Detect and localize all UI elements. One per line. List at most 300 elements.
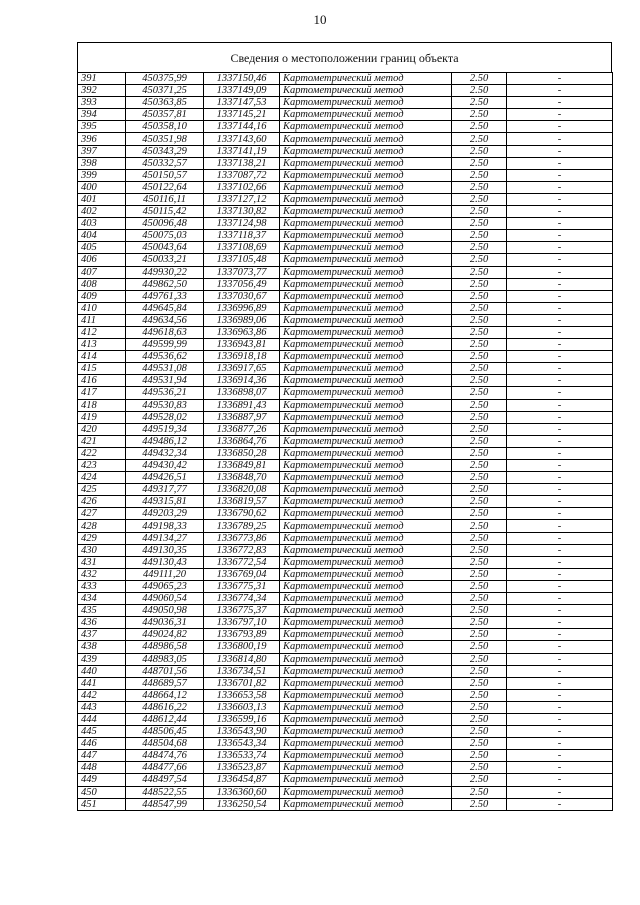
description-cell: - [507, 314, 613, 326]
table-row [78, 326, 613, 338]
table-row [78, 556, 613, 568]
method-cell: Картометрический метод [280, 496, 452, 508]
y-coordinate: 1336887,97 [204, 411, 280, 423]
point-number: 398 [78, 157, 126, 169]
table-row [78, 798, 613, 810]
x-coordinate: 450075,03 [126, 230, 204, 242]
table-row [78, 411, 613, 423]
method-cell: Картометрический метод [280, 181, 452, 193]
description-cell: - [507, 254, 613, 266]
point-number: 416 [78, 375, 126, 387]
y-coordinate: 1336797,10 [204, 617, 280, 629]
y-coordinate: 1336914,36 [204, 375, 280, 387]
x-coordinate: 449432,34 [126, 447, 204, 459]
table-row [78, 580, 613, 592]
x-coordinate: 448983,05 [126, 653, 204, 665]
x-coordinate: 449111,20 [126, 568, 204, 580]
point-number: 429 [78, 532, 126, 544]
x-coordinate: 448477,66 [126, 762, 204, 774]
point-number: 442 [78, 689, 126, 701]
y-coordinate: 1336543,34 [204, 738, 280, 750]
method-cell: Картометрический метод [280, 653, 452, 665]
precision-cell: 2.50 [452, 278, 507, 290]
description-cell: - [507, 472, 613, 484]
precision-cell: 2.50 [452, 230, 507, 242]
y-coordinate: 1337143,60 [204, 133, 280, 145]
precision-cell: 2.50 [452, 435, 507, 447]
x-coordinate: 449065,23 [126, 580, 204, 592]
method-cell: Картометрический метод [280, 484, 452, 496]
table-row [78, 399, 613, 411]
method-cell: Картометрический метод [280, 145, 452, 157]
description-cell: - [507, 266, 613, 278]
description-cell: - [507, 544, 613, 556]
point-number: 393 [78, 97, 126, 109]
point-number: 446 [78, 738, 126, 750]
precision-cell: 2.50 [452, 508, 507, 520]
table-row [78, 677, 613, 689]
table-row [78, 447, 613, 459]
x-coordinate: 449426,51 [126, 472, 204, 484]
precision-cell: 2.50 [452, 593, 507, 605]
x-coordinate: 448612,44 [126, 713, 204, 725]
method-cell: Картометрический метод [280, 629, 452, 641]
x-coordinate: 448664,12 [126, 689, 204, 701]
table-row [78, 242, 613, 254]
x-coordinate: 449531,94 [126, 375, 204, 387]
table-row [78, 85, 613, 97]
table-row [78, 254, 613, 266]
table-row [78, 726, 613, 738]
y-coordinate: 1337073,77 [204, 266, 280, 278]
x-coordinate: 450375,99 [126, 73, 204, 85]
point-number: 425 [78, 484, 126, 496]
x-coordinate: 448506,45 [126, 726, 204, 738]
method-cell: Картометрический метод [280, 411, 452, 423]
y-coordinate: 1337141,19 [204, 145, 280, 157]
y-coordinate: 1336864,76 [204, 435, 280, 447]
point-number: 441 [78, 677, 126, 689]
x-coordinate: 448986,58 [126, 641, 204, 653]
method-cell: Картометрический метод [280, 278, 452, 290]
x-coordinate: 450115,42 [126, 206, 204, 218]
table-row [78, 133, 613, 145]
point-number: 439 [78, 653, 126, 665]
precision-cell: 2.50 [452, 97, 507, 109]
table-row [78, 593, 613, 605]
point-number: 406 [78, 254, 126, 266]
method-cell: Картометрический метод [280, 774, 452, 786]
method-cell: Картометрический метод [280, 218, 452, 230]
precision-cell: 2.50 [452, 133, 507, 145]
table-row [78, 653, 613, 665]
description-cell: - [507, 206, 613, 218]
precision-cell: 2.50 [452, 460, 507, 472]
description-cell: - [507, 169, 613, 181]
precision-cell: 2.50 [452, 544, 507, 556]
description-cell: - [507, 496, 613, 508]
method-cell: Картометрический метод [280, 798, 452, 810]
point-number: 451 [78, 798, 126, 810]
table-row [78, 351, 613, 363]
x-coordinate: 449134,27 [126, 532, 204, 544]
precision-cell: 2.50 [452, 314, 507, 326]
point-number: 431 [78, 556, 126, 568]
method-cell: Картометрический метод [280, 544, 452, 556]
y-coordinate: 1336877,26 [204, 423, 280, 435]
precision-cell: 2.50 [452, 726, 507, 738]
y-coordinate: 1336734,51 [204, 665, 280, 677]
y-coordinate: 1336603,13 [204, 701, 280, 713]
method-cell: Картометрический метод [280, 339, 452, 351]
y-coordinate: 1336848,70 [204, 472, 280, 484]
point-number: 401 [78, 193, 126, 205]
y-coordinate: 1336819,57 [204, 496, 280, 508]
x-coordinate: 449530,83 [126, 399, 204, 411]
x-coordinate: 449634,56 [126, 314, 204, 326]
precision-cell: 2.50 [452, 169, 507, 181]
y-coordinate: 1337056,49 [204, 278, 280, 290]
table-row [78, 363, 613, 375]
description-cell: - [507, 73, 613, 85]
x-coordinate: 449060,54 [126, 593, 204, 605]
point-number: 436 [78, 617, 126, 629]
x-coordinate: 450351,98 [126, 133, 204, 145]
method-cell: Картометрический метод [280, 290, 452, 302]
precision-cell: 2.50 [452, 774, 507, 786]
table-row [78, 302, 613, 314]
table-row [78, 641, 613, 653]
precision-cell: 2.50 [452, 798, 507, 810]
y-coordinate: 1336918,18 [204, 351, 280, 363]
point-number: 411 [78, 314, 126, 326]
method-cell: Картометрический метод [280, 399, 452, 411]
precision-cell: 2.50 [452, 109, 507, 121]
point-number: 444 [78, 713, 126, 725]
method-cell: Картометрический метод [280, 750, 452, 762]
precision-cell: 2.50 [452, 121, 507, 133]
table-row [78, 435, 613, 447]
method-cell: Картометрический метод [280, 786, 452, 798]
description-cell: - [507, 375, 613, 387]
x-coordinate: 449761,33 [126, 290, 204, 302]
point-number: 450 [78, 786, 126, 798]
method-cell: Картометрический метод [280, 97, 452, 109]
table-row [78, 157, 613, 169]
description-cell: - [507, 738, 613, 750]
precision-cell: 2.50 [452, 85, 507, 97]
y-coordinate: 1337130,82 [204, 206, 280, 218]
x-coordinate: 449645,84 [126, 302, 204, 314]
precision-cell: 2.50 [452, 568, 507, 580]
table-row [78, 121, 613, 133]
y-coordinate: 1336793,89 [204, 629, 280, 641]
x-coordinate: 450043,64 [126, 242, 204, 254]
y-coordinate: 1337102,66 [204, 181, 280, 193]
method-cell: Картометрический метод [280, 387, 452, 399]
description-cell: - [507, 593, 613, 605]
x-coordinate: 449203,29 [126, 508, 204, 520]
method-cell: Картометрический метод [280, 762, 452, 774]
table-row [78, 278, 613, 290]
y-coordinate: 1337105,48 [204, 254, 280, 266]
x-coordinate: 449531,08 [126, 363, 204, 375]
point-number: 407 [78, 266, 126, 278]
x-coordinate: 450033,21 [126, 254, 204, 266]
y-coordinate: 1337087,72 [204, 169, 280, 181]
point-number: 428 [78, 520, 126, 532]
x-coordinate: 450096,48 [126, 218, 204, 230]
description-cell: - [507, 399, 613, 411]
y-coordinate: 1336769,04 [204, 568, 280, 580]
precision-cell: 2.50 [452, 145, 507, 157]
table-row [78, 230, 613, 242]
point-number: 437 [78, 629, 126, 641]
y-coordinate: 1336917,65 [204, 363, 280, 375]
y-coordinate: 1337127,12 [204, 193, 280, 205]
table-row [78, 617, 613, 629]
method-cell: Картометрический метод [280, 423, 452, 435]
table-row [78, 568, 613, 580]
point-number: 426 [78, 496, 126, 508]
x-coordinate: 449536,62 [126, 351, 204, 363]
point-number: 430 [78, 544, 126, 556]
method-cell: Картометрический метод [280, 580, 452, 592]
method-cell: Картометрический метод [280, 447, 452, 459]
description-cell: - [507, 121, 613, 133]
x-coordinate: 449862,50 [126, 278, 204, 290]
point-number: 396 [78, 133, 126, 145]
point-number: 435 [78, 605, 126, 617]
y-coordinate: 1337147,53 [204, 97, 280, 109]
y-coordinate: 1336543,90 [204, 726, 280, 738]
y-coordinate: 1336523,87 [204, 762, 280, 774]
method-cell: Картометрический метод [280, 738, 452, 750]
description-cell: - [507, 677, 613, 689]
table-row [78, 762, 613, 774]
x-coordinate: 449599,99 [126, 339, 204, 351]
table-row [78, 738, 613, 750]
method-cell: Картометрический метод [280, 641, 452, 653]
y-coordinate: 1336989,06 [204, 314, 280, 326]
precision-cell: 2.50 [452, 254, 507, 266]
description-cell: - [507, 193, 613, 205]
method-cell: Картометрический метод [280, 605, 452, 617]
description-cell: - [507, 351, 613, 363]
point-number: 434 [78, 593, 126, 605]
precision-cell: 2.50 [452, 375, 507, 387]
table-row [78, 472, 613, 484]
point-number: 440 [78, 665, 126, 677]
method-cell: Картометрический метод [280, 133, 452, 145]
method-cell: Картометрический метод [280, 472, 452, 484]
method-cell: Картометрический метод [280, 677, 452, 689]
y-coordinate: 1336533,74 [204, 750, 280, 762]
description-cell: - [507, 641, 613, 653]
precision-cell: 2.50 [452, 484, 507, 496]
precision-cell: 2.50 [452, 520, 507, 532]
precision-cell: 2.50 [452, 206, 507, 218]
precision-cell: 2.50 [452, 556, 507, 568]
x-coordinate: 449519,34 [126, 423, 204, 435]
precision-cell: 2.50 [452, 290, 507, 302]
description-cell: - [507, 750, 613, 762]
y-coordinate: 1337150,46 [204, 73, 280, 85]
point-number: 409 [78, 290, 126, 302]
y-coordinate: 1336653,58 [204, 689, 280, 701]
description-cell: - [507, 532, 613, 544]
method-cell: Картометрический метод [280, 665, 452, 677]
point-number: 432 [78, 568, 126, 580]
y-coordinate: 1336772,83 [204, 544, 280, 556]
precision-cell: 2.50 [452, 326, 507, 338]
table-row [78, 629, 613, 641]
point-number: 417 [78, 387, 126, 399]
x-coordinate: 449130,43 [126, 556, 204, 568]
x-coordinate: 450343,29 [126, 145, 204, 157]
point-number: 400 [78, 181, 126, 193]
y-coordinate: 1336250,54 [204, 798, 280, 810]
precision-cell: 2.50 [452, 532, 507, 544]
table-row [78, 169, 613, 181]
method-cell: Картометрический метод [280, 556, 452, 568]
precision-cell: 2.50 [452, 411, 507, 423]
description-cell: - [507, 145, 613, 157]
precision-cell: 2.50 [452, 73, 507, 85]
method-cell: Картометрический метод [280, 363, 452, 375]
method-cell: Картометрический метод [280, 435, 452, 447]
table-row [78, 97, 613, 109]
x-coordinate: 450122,64 [126, 181, 204, 193]
description-cell: - [507, 617, 613, 629]
precision-cell: 2.50 [452, 339, 507, 351]
description-cell: - [507, 726, 613, 738]
table-row [78, 109, 613, 121]
method-cell: Картометрический метод [280, 193, 452, 205]
description-cell: - [507, 423, 613, 435]
precision-cell: 2.50 [452, 689, 507, 701]
method-cell: Картометрический метод [280, 351, 452, 363]
y-coordinate: 1337108,69 [204, 242, 280, 254]
x-coordinate: 450150,57 [126, 169, 204, 181]
method-cell: Картометрический метод [280, 326, 452, 338]
table-row [78, 145, 613, 157]
method-cell: Картометрический метод [280, 157, 452, 169]
point-number: 423 [78, 460, 126, 472]
precision-cell: 2.50 [452, 786, 507, 798]
y-coordinate: 1336963,86 [204, 326, 280, 338]
point-number: 433 [78, 580, 126, 592]
x-coordinate: 450116,11 [126, 193, 204, 205]
description-cell: - [507, 484, 613, 496]
x-coordinate: 449317,77 [126, 484, 204, 496]
description-cell: - [507, 629, 613, 641]
y-coordinate: 1336701,82 [204, 677, 280, 689]
precision-cell: 2.50 [452, 193, 507, 205]
precision-cell: 2.50 [452, 605, 507, 617]
x-coordinate: 450358,10 [126, 121, 204, 133]
y-coordinate: 1336814,80 [204, 653, 280, 665]
table-row [78, 218, 613, 230]
table-row [78, 508, 613, 520]
method-cell: Картометрический метод [280, 314, 452, 326]
x-coordinate: 449618,63 [126, 326, 204, 338]
table-row [78, 713, 613, 725]
table-row [78, 73, 613, 85]
precision-cell: 2.50 [452, 738, 507, 750]
description-cell: - [507, 447, 613, 459]
precision-cell: 2.50 [452, 242, 507, 254]
description-cell: - [507, 520, 613, 532]
table-row [78, 314, 613, 326]
point-number: 418 [78, 399, 126, 411]
table-row [78, 193, 613, 205]
precision-cell: 2.50 [452, 580, 507, 592]
point-number: 438 [78, 641, 126, 653]
x-coordinate: 448616,22 [126, 701, 204, 713]
y-coordinate: 1337124,98 [204, 218, 280, 230]
method-cell: Картометрический метод [280, 520, 452, 532]
point-number: 448 [78, 762, 126, 774]
table-row [78, 496, 613, 508]
description-cell: - [507, 798, 613, 810]
precision-cell: 2.50 [452, 302, 507, 314]
x-coordinate: 448689,57 [126, 677, 204, 689]
description-cell: - [507, 508, 613, 520]
method-cell: Картометрический метод [280, 726, 452, 738]
point-number: 415 [78, 363, 126, 375]
point-number: 412 [78, 326, 126, 338]
point-number: 414 [78, 351, 126, 363]
y-coordinate: 1337030,67 [204, 290, 280, 302]
description-cell: - [507, 109, 613, 121]
x-coordinate: 448504,68 [126, 738, 204, 750]
point-number: 419 [78, 411, 126, 423]
table-row [78, 532, 613, 544]
description-cell: - [507, 133, 613, 145]
precision-cell: 2.50 [452, 641, 507, 653]
y-coordinate: 1336360,60 [204, 786, 280, 798]
y-coordinate: 1336891,43 [204, 399, 280, 411]
precision-cell: 2.50 [452, 677, 507, 689]
point-number: 427 [78, 508, 126, 520]
precision-cell: 2.50 [452, 399, 507, 411]
y-coordinate: 1336996,89 [204, 302, 280, 314]
x-coordinate: 449528,02 [126, 411, 204, 423]
description-cell: - [507, 786, 613, 798]
point-number: 421 [78, 435, 126, 447]
description-cell: - [507, 302, 613, 314]
description-cell: - [507, 97, 613, 109]
y-coordinate: 1336800,19 [204, 641, 280, 653]
description-cell: - [507, 218, 613, 230]
description-cell: - [507, 774, 613, 786]
point-number: 449 [78, 774, 126, 786]
point-number: 397 [78, 145, 126, 157]
y-coordinate: 1336454,87 [204, 774, 280, 786]
x-coordinate: 448547,99 [126, 798, 204, 810]
table-row [78, 701, 613, 713]
y-coordinate: 1336849,81 [204, 460, 280, 472]
table-row [78, 689, 613, 701]
coordinates-table-body [78, 73, 613, 811]
x-coordinate: 449536,21 [126, 387, 204, 399]
description-cell: - [507, 435, 613, 447]
point-number: 399 [78, 169, 126, 181]
x-coordinate: 450363,85 [126, 97, 204, 109]
table-row [78, 181, 613, 193]
method-cell: Картометрический метод [280, 242, 452, 254]
